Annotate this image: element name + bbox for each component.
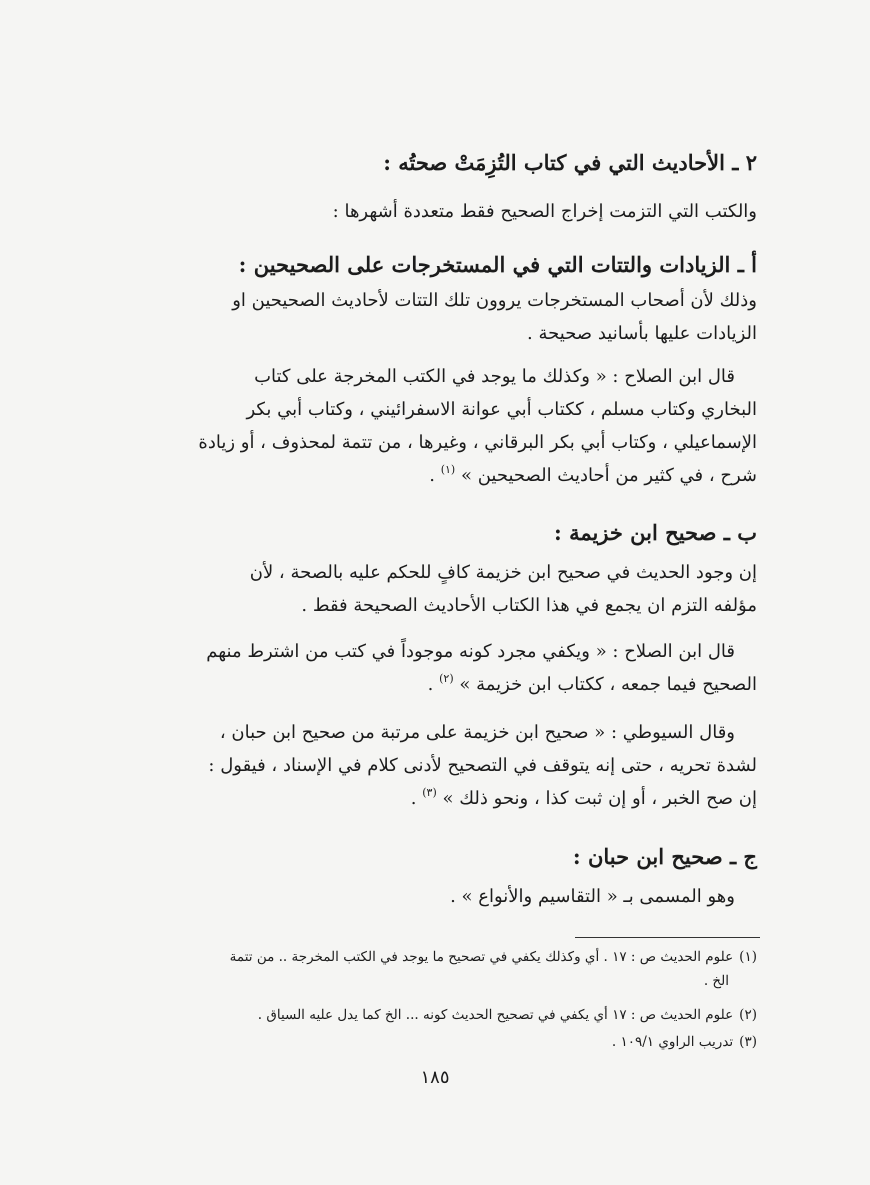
quote-end-text: الصحيح فيما جمعه ، ككتاب ابن خزيمة » <box>459 674 757 695</box>
text-line: وقال السيوطي : « صحيح ابن خزيمة على مرتبة من صحيح ابن حبان ، <box>219 722 735 743</box>
text-line: قال ابن الصلاح : « وكذلك ما يوجد في الكتب المخرجة على كتاب <box>254 366 735 387</box>
text-line: الإسماعيلي ، وكتاب أبي بكر البرقاني ، وغيرها ، من تتمة لمحذوف ، أو زيادة <box>198 432 757 453</box>
text-line: إن وجود الحديث في صحيح ابن خزيمة كافٍ للحكم عليه بالصحة ، لأن <box>249 562 757 583</box>
text-line: البخاري وكتاب مسلم ، ككتاب أبي عوانة الاسفرائيني ، وكتاب أبي بكر <box>246 399 757 420</box>
quote-end-text: شرح ، في كثير من أحاديث الصحيحين » <box>460 465 757 486</box>
text-line: وذلك لأن أصحاب المستخرجات يروون تلك التتات لأحاديث الصحيحين او <box>232 290 757 311</box>
text-line: مؤلفه التزم ان يجمع في هذا الكتاب الأحاديث الصحيحة فقط . <box>301 595 757 616</box>
footnote-ref-2[interactable]: (٢) <box>439 672 454 685</box>
footnote-number: (٣) <box>739 1034 757 1050</box>
quote-end-text: إن صح الخبر ، أو إن ثبت كذا ، ونحو ذلك » <box>442 788 757 809</box>
footnote-text: علوم الحديث ص : ١٧ . أي وكذلك يكفي في تصحيح ما يوجد في الكتب المخرجة .. من تتمة <box>229 949 734 965</box>
section-a-quote <box>157 360 757 492</box>
section-b-quote-1 <box>157 635 757 701</box>
text-line: قال ابن الصلاح : « ويكفي مجرد كونه موجوداً في كتب من اشترط منهم <box>206 641 735 662</box>
section-c-paragraph: وهو المسمى بـ « التقاسيم والأنواع » . <box>450 886 735 907</box>
footnote-2 <box>157 1003 757 1027</box>
text-line: الصحيح فيما جمعه ، ككتاب ابن خزيمة » $^{(٢)}$ . <box>427 672 757 695</box>
footnote-number: (١) <box>739 949 757 965</box>
text-line: إن صح الخبر ، أو إن ثبت كذا ، ونحو ذلك » $^{(٣)}$ . <box>410 786 757 809</box>
footnote-text-continued: الخ . <box>703 973 729 989</box>
section-a-paragraph <box>157 284 757 350</box>
page-number: ١٨٥ <box>420 1067 450 1088</box>
footnote-ref-3[interactable]: (٣) <box>422 786 437 799</box>
footnote-1 <box>157 945 757 993</box>
section-b-heading: ب ـ صحيح ابن خزيمة : <box>554 520 757 545</box>
footnote-text: علوم الحديث ص : ١٧ أي يكفي في تصحيح الحديث كونه ... الخ كما يدل عليه السياق . <box>257 1007 734 1023</box>
section-b-quote-2 <box>157 716 757 815</box>
footnote-number: (٢) <box>739 1007 757 1023</box>
main-heading: ٢ ـ الأحاديث التي في كتاب التُزِمَتْ صحتُه : <box>383 150 757 175</box>
section-c-heading: ج ـ صحيح ابن حبان : <box>572 844 757 869</box>
footnote-ref-1[interactable]: (١) <box>440 463 456 476</box>
section-a-heading: أ ـ الزيادات والتتات التي في المستخرجات على الصحيحين : <box>238 252 757 277</box>
section-b-paragraph <box>157 556 757 622</box>
footnote-text: تدريب الراوي ١٠٩/١ . <box>611 1034 734 1050</box>
text-line: الزيادات عليها بأسانيد صحيحة . <box>527 323 757 344</box>
footnote-3 <box>157 1030 757 1054</box>
footnote-divider <box>575 937 760 938</box>
text-line: لشدة تحريه ، حتى إنه يتوقف في التصحيح لأدنى كلام في الإسناد ، فيقول : <box>208 755 757 776</box>
text-line: شرح ، في كثير من أحاديث الصحيحين » $^{(١)}$ . <box>429 463 757 486</box>
intro-paragraph: والكتب التي التزمت إخراج الصحيح فقط متعددة أشهرها : <box>332 201 757 222</box>
